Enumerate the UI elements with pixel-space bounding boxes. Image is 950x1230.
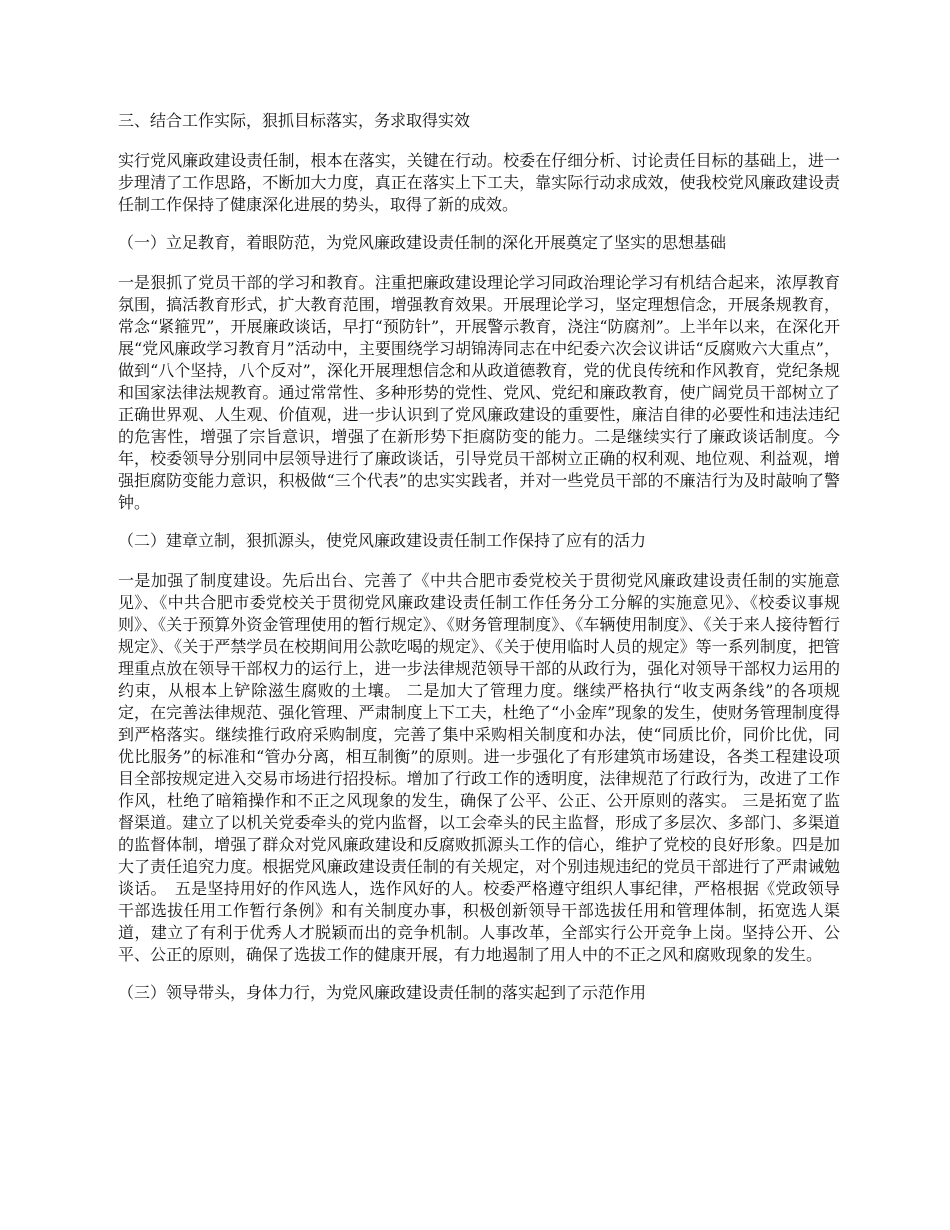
- section-title: 三、结合工作实际，狠抓目标落实，务求取得实效: [118, 111, 471, 130]
- subsection-2-title: （二）建章立制，狠抓源头，使党风廉政建设责任制工作保持了应有的活力: [118, 531, 647, 550]
- intro-paragraph: 实行党风廉政建设责任制，根本在落实，关键在行动。校委在仔细分析、讨论责任目标的基础上，进一步理清了工作思路，不断加大力度，真正在落实上下工夫，靠实际行动求成效，使我校党风廉政建设责任制工作保持了健康深化进展的势头，取得了新的成效。: [118, 151, 840, 214]
- subsection-2-body: 一是加强了制度建设。先后出台、完善了《中共合肥市委党校关于贯彻党风廉政建设责任制的实施意见》、《中共合肥市委党校关于贯彻党风廉政建设责任制工作任务分工分解的实施意见》、《校委议事规则》、《关于预算外资金管理使用的暂行规定》、《财务管理制度》、《车辆使用制度》、《关于来人接待暂行规定》、《关于严禁学员在校期间用公款吃喝的规定》、《关于使用临时人员的规定》等一系列制度，把管理重点放在领导干部权力的运行上，进一步法律规范领导干部的从政行为，强化对领导干部权力运用的约束，从根本上铲除滋生腐败的土壤。 二是加大了管理力度。继续严格执行“收支两条线”的各项规定，在完善法律规范、强化管理、严肃制度上下工夫，杜绝了“小金库”现象的发生，使财务管理制度得到严格落实。继续推行政府采购制度，完善了集中采购相关制度和办法，使“同质比价，同价比优，同优比服务”的标准和“管办分离，相互制衡”的原则。进一步强化了有形建筑市场建设，各类工程建设项目全部按规定进入交易市场进行招投标。增加了行政工作的透明度，法律规范了行政行为，改进了工作作风，杜绝了暗箱操作和不正之风现象的发生，确保了公平、公正、公开原则的落实。 三是拓宽了监督渠道。建立了以机关党委牵头的党内监督，以工会牵头的民主监督，形成了多层次、多部门、多渠道的监督体制，增强了群众对党风廉政建设和反腐败抓源头工作的信心，维护了党校的良好形象。四是加大了责任追究力度。根据党风廉政建设责任制的有关规定，对个别违规违纪的党员干部进行了严肃诫勉谈话。 五是坚持用好的作风选人，选作风好的人。校委严格遵守组织人事纪律，严格根据《党政领导干部选拔任用工作暂行条例》和有关制度办事，积极创新领导干部选拔任用和管理体制，拓宽选人渠道，建立了有利于优秀人才脱颖而出的竞争机制。人事改革，全部实行公开竞争上岗。坚持公开、公平、公正的原则，确保了选拔工作的健康开展，有力地遏制了用人中的不正之风和腐败现象的发生。: [118, 571, 840, 964]
- subsection-1-body: 一是狠抓了党员干部的学习和教育。注重把廉政建设理论学习同政治理论学习有机结合起来，浓厚教育氛围，搞活教育形式，扩大教育范围，增强教育效果。开展理论学习，坚定理想信念，开展条规教育，常念“紧箍咒”，开展廉政谈话，早打“预防针”，开展警示教育，浇注“防腐剂”。上半年以来，在深化开展“党风廉政学习教育月”活动中，主要围绕学习胡锦涛同志在中纪委六次会议讲话“反腐败六大重点”，做到“八个坚持，八个反对”，深化开展理想信念和从政道德教育，党的优良传统和作风教育，党纪条规和国家法律法规教育。通过常常性、多种形势的党性、党风、党纪和廉政教育，使广阔党员干部树立了正确世界观、人生观、价值观，进一步认识到了党风廉政建设的重要性，廉洁自律的必要性和违法违纪的危害性，增强了宗旨意识，增强了在新形势下拒腐防变的能力。二是继续实行了廉政谈话制度。今年，校委领导分别同中层领导进行了廉政谈话，引导党员干部树立正确的权利观、地位观、利益观，增强拒腐防变能力意识，积极做“三个代表”的忠实实践者，并对一些党员干部的不廉洁行为及时敲响了警钟。: [118, 273, 840, 512]
- subsection-1-title: （一）立足教育，着眼防范，为党风廉政建设责任制的深化开展奠定了坚实的思想基础: [118, 233, 727, 252]
- document-page: [118, 110, 840, 1022]
- subsection-3-title: （三）领导带头，身体力行，为党风廉政建设责任制的落实起到了示范作用: [118, 983, 647, 1002]
